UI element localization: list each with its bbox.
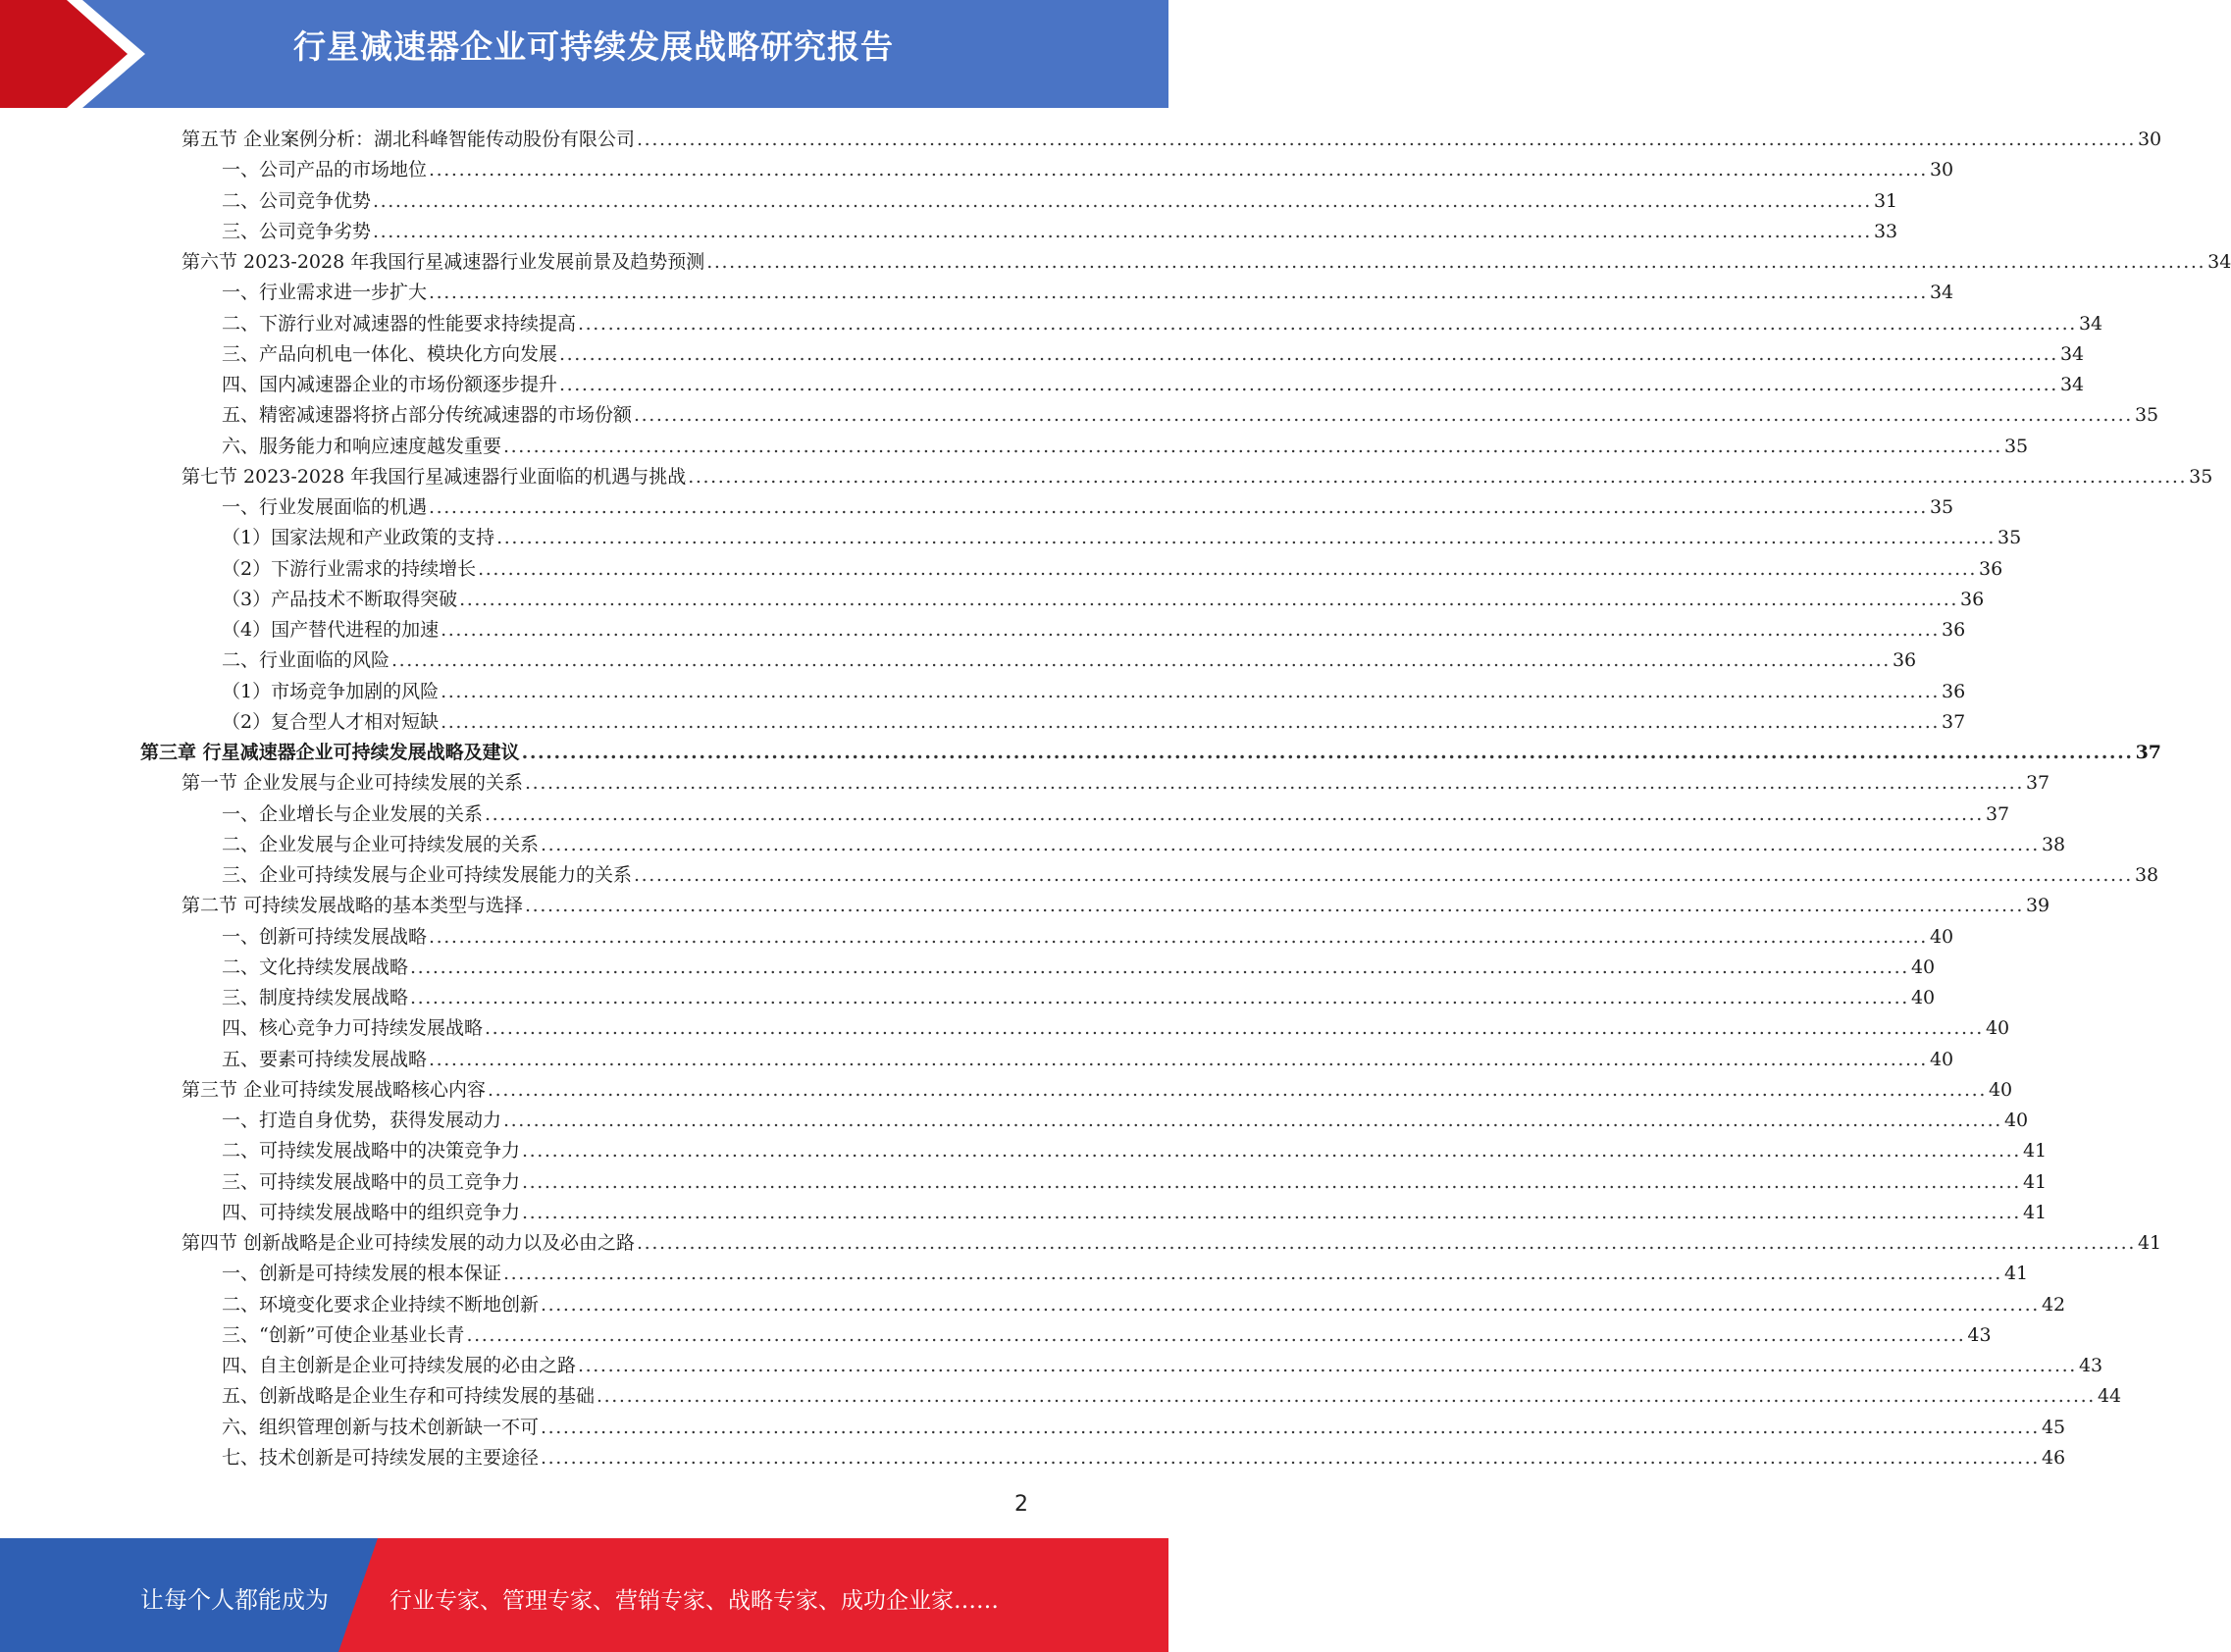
toc-entry-label: 三、“创新”可使企业基业长青: [222, 1323, 465, 1346]
toc-entry-label: 七、技术创新是可持续发展的主要途径: [222, 1446, 540, 1469]
toc-entry-page: 35: [2134, 404, 2159, 427]
toc-entry-page: 41: [2022, 1201, 2048, 1223]
toc-entry-label: 四、核心竞争力可持续发展战略: [222, 1017, 484, 1040]
toc-entry-page: 40: [1929, 1048, 1954, 1070]
toc-subsection-entry[interactable]: [222, 432, 2029, 462]
toc-dot-leader: ........................................................................................................................................................................................................: [503, 435, 2002, 457]
toc-entry-label: 五、创新战略是企业生存和可持续发展的基础: [222, 1385, 596, 1408]
toc-dot-leader: ........................................................................................................................................................................................................: [391, 649, 1891, 672]
toc-entry-label: 五、精密减速器将挤占部分传统减速器的市场份额: [222, 404, 633, 427]
toc-subsection-entry[interactable]: [222, 677, 1966, 707]
toc-entry-label: 二、下游行业对减速器的性能要求持续提高: [222, 312, 577, 335]
toc-dot-leader: ........................................................................................................................................................................................................: [410, 955, 1909, 978]
toc-subsection-entry[interactable]: [222, 1198, 2048, 1228]
toc-dot-leader: ........................................................................................................................................................................................................: [706, 251, 2206, 273]
toc-entry-page: 30: [1929, 159, 1954, 181]
toc-entry-page: 43: [1967, 1323, 1992, 1346]
toc-entry-label: 三、可持续发展战略中的员工竞争力: [222, 1170, 521, 1193]
toc-entry-label: 第四节 创新战略是企业可持续发展的动力以及必由之路: [182, 1232, 636, 1254]
toc-entry-label: 一、创新可持续发展战略: [222, 925, 428, 948]
toc-dot-leader: ........................................................................................................................................................................................................: [688, 465, 2188, 488]
toc-dot-leader: ........................................................................................................................................................................................................: [522, 1140, 2021, 1162]
toc-dot-leader: ........................................................................................................................................................................................................: [521, 742, 2134, 763]
toc-entry-label: 一、行业需求进一步扩大: [222, 282, 428, 304]
toc-entry-label: 第三节 企业可持续发展战略核心内容: [182, 1078, 487, 1101]
toc-dot-leader: ........................................................................................................................................................................................................: [429, 496, 1928, 518]
toc-subsection-entry[interactable]: [222, 155, 1954, 185]
toc-entry-page: 36: [1960, 588, 1985, 610]
toc-section-entry[interactable]: [182, 247, 2231, 278]
toc-subsection-entry[interactable]: [222, 860, 2159, 891]
toc-dot-leader: ........................................................................................................................................................................................................: [522, 1201, 2021, 1223]
toc-entry-page: 39: [2025, 895, 2050, 917]
toc-entry-label: 四、可持续发展战略中的组织竞争力: [222, 1201, 521, 1223]
toc-entry-label: 第五节 企业案例分析：湖北科峰智能传动股份有限公司: [182, 129, 636, 150]
toc-entry-label: 三、制度持续发展战略: [222, 987, 409, 1008]
toc-subsection-entry[interactable]: [222, 554, 2003, 585]
footer-slogan-right: 行业专家、管理专家、营销专家、战略专家、成功企业家……: [389, 1588, 999, 1614]
toc-subsection-entry[interactable]: [222, 278, 1954, 308]
toc-dot-leader: ........................................................................................................................................................................................................: [503, 1110, 2002, 1131]
toc-subsection-entry[interactable]: [222, 707, 1966, 738]
toc-subsection-entry[interactable]: [222, 953, 1936, 983]
header-banner: [0, 0, 1168, 108]
toc-subsection-entry[interactable]: [222, 370, 2085, 400]
toc-entry-page: 40: [2003, 1110, 2029, 1131]
toc-subsection-entry[interactable]: [222, 1381, 2122, 1412]
toc-dot-leader: ........................................................................................................................................................................................................: [522, 1170, 2021, 1193]
toc-entry-label: 四、国内减速器企业的市场份额逐步提升: [222, 374, 558, 395]
toc-entry-label: 二、公司竞争优势: [222, 189, 372, 212]
toc-entry-page: 36: [1942, 680, 1966, 702]
toc-dot-leader: ........................................................................................................................................................................................................: [578, 1355, 2077, 1376]
toc-entry-page: 43: [2078, 1355, 2103, 1376]
toc-entry-page: 40: [1929, 925, 1954, 948]
toc-entry-page: 35: [1998, 527, 2022, 549]
toc-entry-page: 34: [2207, 251, 2231, 273]
toc-section-entry[interactable]: [182, 891, 2050, 921]
toc-entry-page: 33: [1873, 220, 1898, 242]
toc-entry-page: 34: [2059, 342, 2085, 365]
toc-section-entry[interactable]: [182, 125, 2162, 155]
toc-entry-label: （1）市场竞争加剧的风险: [222, 680, 440, 702]
toc-dot-leader: ........................................................................................................................................................................................................: [478, 557, 1978, 580]
toc-entry-label: 二、环境变化要求企业持续不断地创新: [222, 1293, 540, 1316]
toc-dot-leader: ........................................................................................................................................................................................................: [559, 342, 2058, 365]
page-number: 2: [1014, 1492, 1028, 1517]
toc-subsection-entry[interactable]: [222, 615, 1966, 645]
toc-entry-page: 38: [2134, 864, 2159, 886]
footer-banner: [0, 1538, 1168, 1652]
toc-entry-label: 一、打造自身优势，获得发展动力: [222, 1110, 502, 1131]
toc-chapter-entry[interactable]: [140, 738, 2162, 768]
toc-dot-leader: ........................................................................................................................................................................................................: [429, 159, 1928, 181]
toc-entry-label: 一、行业发展面临的机遇: [222, 496, 428, 518]
toc-entry-page: 37: [1942, 710, 1966, 733]
toc-entry-label: 二、企业发展与企业可持续发展的关系: [222, 833, 540, 855]
toc-entry-label: 四、自主创新是企业可持续发展的必由之路: [222, 1355, 577, 1376]
toc-entry-label: 三、企业可持续发展与企业可持续发展能力的关系: [222, 864, 633, 886]
toc-dot-leader: ........................................................................................................................................................................................................: [525, 895, 2024, 917]
toc-entry-page: 36: [1892, 649, 1917, 672]
toc-dot-leader: ........................................................................................................................................................................................................: [637, 1232, 2136, 1254]
toc-entry-label: 第三章 行星减速器企业可持续发展战略及建议: [140, 742, 520, 763]
toc-subsection-entry[interactable]: [222, 217, 1898, 247]
toc-dot-leader: ........................................................................................................................................................................................................: [373, 220, 1872, 242]
toc-dot-leader: ........................................................................................................................................................................................................: [441, 680, 1941, 702]
toc-dot-leader: ........................................................................................................................................................................................................: [503, 1263, 2002, 1285]
toc-entry-label: （4）国产替代进程的加速: [222, 619, 440, 641]
toc-entry-page: 40: [1988, 1078, 2013, 1101]
toc-entry-page: 41: [2022, 1170, 2048, 1193]
toc-entry-label: 六、服务能力和响应速度越发重要: [222, 435, 502, 457]
toc-entry-page: 41: [2137, 1232, 2162, 1254]
toc-entry-label: （3）产品技术不断取得突破: [222, 588, 458, 610]
toc-dot-leader: ........................................................................................................................................................................................................: [597, 1385, 2096, 1408]
toc-entry-page: 35: [1929, 496, 1954, 518]
toc-subsection-entry[interactable]: [222, 983, 1936, 1013]
toc-entry-label: 一、创新是可持续发展的根本保证: [222, 1263, 502, 1285]
toc-entry-page: 40: [1985, 1017, 2010, 1040]
toc-dot-leader: ........................................................................................................................................................................................................: [466, 1323, 1966, 1346]
toc-subsection-entry[interactable]: [222, 309, 2103, 339]
report-title: 行星减速器企业可持续发展战略研究报告: [293, 27, 894, 66]
footer-slogan-left: 让每个人都能成为: [140, 1586, 329, 1614]
toc-entry-page: 31: [1873, 189, 1898, 212]
toc-dot-leader: ........................................................................................................................................................................................................: [578, 312, 2077, 335]
toc-entry-page: 35: [2189, 465, 2213, 488]
toc-dot-leader: ........................................................................................................................................................................................................: [441, 619, 1941, 641]
toc-dot-leader: ........................................................................................................................................................................................................: [634, 404, 2133, 427]
toc-entry-page: 46: [2041, 1446, 2066, 1469]
toc-entry-label: 一、公司产品的市场地位: [222, 159, 428, 181]
toc-subsection-entry[interactable]: [222, 186, 1898, 217]
toc-dot-leader: ........................................................................................................................................................................................................: [410, 987, 1909, 1008]
toc-subsection-entry[interactable]: [222, 645, 1917, 676]
toc-entry-label: 三、产品向机电一体化、模块化方向发展: [222, 342, 558, 365]
toc-entry-label: 第二节 可持续发展战略的基本类型与选择: [182, 895, 524, 917]
toc-dot-leader: ........................................................................................................................................................................................................: [559, 374, 2058, 395]
toc-subsection-entry[interactable]: [222, 1413, 2066, 1443]
toc-section-entry[interactable]: [182, 1075, 2013, 1106]
toc-entry-page: 42: [2041, 1293, 2066, 1316]
toc-subsection-entry[interactable]: [222, 585, 1985, 615]
toc-subsection-entry[interactable]: [222, 1351, 2103, 1381]
toc-entry-page: 36: [1979, 557, 2003, 580]
toc-entry-page: 34: [2059, 374, 2085, 395]
toc-entry-label: 二、行业面临的风险: [222, 649, 390, 672]
toc-entry-label: 二、可持续发展战略中的决策竞争力: [222, 1140, 521, 1162]
toc-entry-page: 37: [2135, 742, 2162, 763]
toc-entry-label: 五、要素可持续发展战略: [222, 1048, 428, 1070]
toc-entry-label: 三、公司竞争劣势: [222, 220, 372, 242]
toc-section-entry[interactable]: [182, 462, 2213, 492]
toc-dot-leader: ........................................................................................................................................................................................................: [541, 1446, 2040, 1469]
toc-entry-label: （2）下游行业需求的持续增长: [222, 557, 477, 580]
toc-dot-leader: ........................................................................................................................................................................................................: [541, 833, 2040, 855]
toc-entry-page: 41: [2003, 1263, 2029, 1285]
toc-dot-leader: ........................................................................................................................................................................................................: [429, 1048, 1928, 1070]
toc-subsection-entry[interactable]: [222, 400, 2159, 431]
toc-subsection-entry[interactable]: [222, 1167, 2048, 1198]
toc-dot-leader: ........................................................................................................................................................................................................: [541, 1293, 2040, 1316]
toc-entry-label: （1）国家法规和产业政策的支持: [222, 527, 495, 549]
toc-dot-leader: ........................................................................................................................................................................................................: [441, 710, 1941, 733]
toc-dot-leader: ........................................................................................................................................................................................................: [634, 864, 2133, 886]
toc-dot-leader: ........................................................................................................................................................................................................: [525, 772, 2024, 795]
toc-entry-page: 35: [2003, 435, 2029, 457]
toc-entry-page: 44: [2097, 1385, 2122, 1408]
toc-entry-page: 37: [2025, 772, 2050, 795]
toc-entry-label: 一、企业增长与企业发展的关系: [222, 802, 484, 825]
toc-subsection-entry[interactable]: [222, 830, 2066, 860]
toc-dot-leader: ........................................................................................................................................................................................................: [429, 282, 1928, 304]
toc-subsection-entry[interactable]: [222, 1136, 2048, 1166]
toc-subsection-entry[interactable]: [222, 1106, 2029, 1136]
toc-entry-label: 第七节 2023-2028 年我国行星减速器行业面临的机遇与挑战: [182, 465, 687, 488]
toc-dot-leader: ........................................................................................................................................................................................................: [637, 129, 2136, 150]
toc-entry-label: （2）复合型人才相对短缺: [222, 710, 440, 733]
toc-entry-label: 六、组织管理创新与技术创新缺一不可: [222, 1416, 540, 1438]
toc-entry-label: 二、文化持续发展战略: [222, 955, 409, 978]
toc-entry-page: 40: [1910, 987, 1936, 1008]
toc-entry-page: 34: [2078, 312, 2103, 335]
toc-subsection-entry[interactable]: [222, 492, 1954, 523]
toc-entry-page: 41: [2022, 1140, 2048, 1162]
toc-subsection-entry[interactable]: [222, 922, 1954, 953]
red-chevron-logo: [0, 0, 157, 108]
toc-subsection-entry[interactable]: [222, 523, 2022, 553]
toc-dot-leader: ........................................................................................................................................................................................................: [429, 925, 1928, 948]
toc-dot-leader: ........................................................................................................................................................................................................: [485, 802, 1984, 825]
toc-dot-leader: ........................................................................................................................................................................................................: [459, 588, 1959, 610]
toc-dot-leader: ........................................................................................................................................................................................................: [541, 1416, 2040, 1438]
toc-entry-label: 第六节 2023-2028 年我国行星减速器行业发展前景及趋势预测: [182, 251, 705, 273]
toc-dot-leader: ........................................................................................................................................................................................................: [373, 189, 1872, 212]
toc-subsection-entry[interactable]: [222, 1259, 2029, 1289]
toc-section-entry[interactable]: [182, 1228, 2162, 1259]
toc-section-entry[interactable]: [182, 768, 2050, 799]
toc-dot-leader: ........................................................................................................................................................................................................: [496, 527, 1997, 549]
toc-entry-page: 30: [2137, 129, 2162, 150]
toc-entry-page: 37: [1985, 802, 2010, 825]
toc-entry-label: 第一节 企业发展与企业可持续发展的关系: [182, 772, 524, 795]
toc-entry-page: 38: [2041, 833, 2066, 855]
toc-entry-page: 34: [1929, 282, 1954, 304]
toc-dot-leader: ........................................................................................................................................................................................................: [488, 1078, 1987, 1101]
toc-subsection-entry[interactable]: [222, 1290, 2066, 1320]
toc-subsection-entry[interactable]: [222, 1443, 2066, 1473]
toc-subsection-entry[interactable]: [222, 1320, 1992, 1351]
toc-dot-leader: ........................................................................................................................................................................................................: [485, 1017, 1984, 1040]
toc-subsection-entry[interactable]: [222, 339, 2085, 370]
toc-entry-page: 36: [1942, 619, 1966, 641]
toc-entry-page: 40: [1910, 955, 1936, 978]
toc-subsection-entry[interactable]: [222, 1045, 1954, 1075]
toc-subsection-entry[interactable]: [222, 800, 2010, 830]
toc-subsection-entry[interactable]: [222, 1013, 2010, 1044]
toc-entry-page: 45: [2041, 1416, 2066, 1438]
